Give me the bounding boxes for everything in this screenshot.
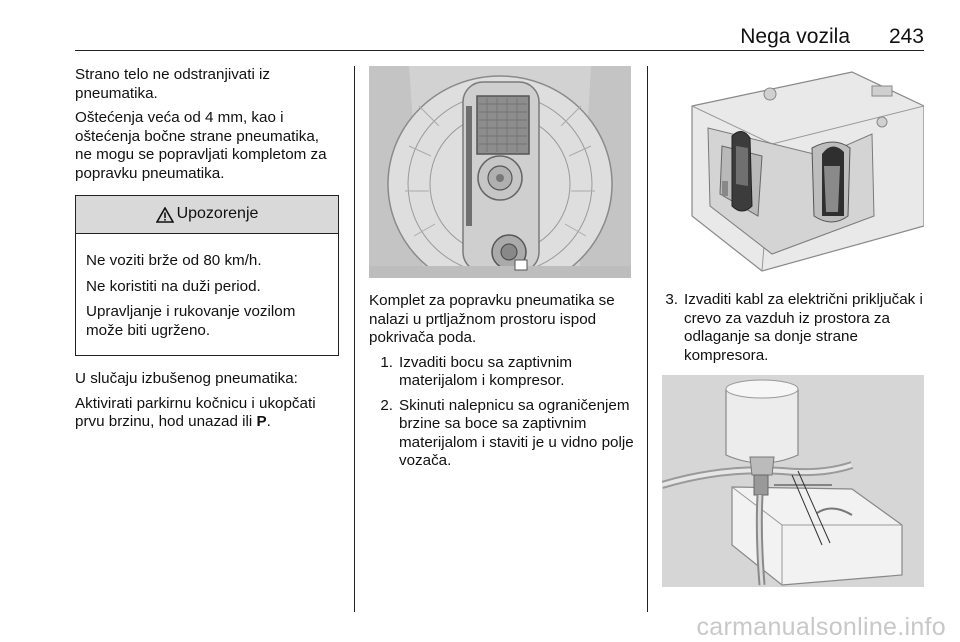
list-item: 1. Izvaditi bocu sa zaptivnim materijalom i kompresor. — [380, 353, 573, 389]
paragraph: Strano telo ne odstranjivati iz pneumatika. — [75, 66, 271, 102]
compressor-storage-illustration — [662, 66, 924, 278]
watermark: carmanualsonline.info — [696, 613, 946, 641]
column-middle — [369, 66, 635, 477]
paragraph: Oštećenja veća od 4 mm, kao i oštećenja bočne strane pneumatika, ne mogu se popravljati kompletom za popravku pneumatika. — [75, 109, 327, 182]
steps-list — [662, 291, 924, 365]
header-divider — [75, 50, 924, 51]
list-item: 2. Skinuti nalepnicu sa ograničenjem brzine sa boce sa zaptivnim materijalom i staviti je u vidno polje vozača. — [380, 396, 634, 469]
section-title: Nega vozila — [740, 25, 850, 48]
warning-triangle-icon — [156, 207, 174, 223]
figure-caption: Komplet za popravku pneumatika se nalazi u prtljažnom prostoru ispod pokrivača poda. — [369, 292, 615, 346]
paragraph: Aktivirati parkirnu kočnicu i ukopčati prvu brzinu, hod unazad ili P. — [75, 394, 316, 430]
column-divider — [647, 66, 648, 612]
column-divider — [354, 66, 355, 612]
sealant-bottle-compressor-illustration — [662, 375, 924, 587]
trunk-spare-well-illustration — [369, 66, 631, 278]
column-left — [75, 66, 340, 438]
warning-line: Ne koristiti na duži period. — [86, 277, 261, 295]
list-item: 3. Izvaditi kabl za električni priključak i crevo za vazduh iz prostora za odlaganje sa donje strane kompresora. — [665, 291, 923, 364]
column-right — [662, 66, 924, 587]
warning-line: Ne voziti brže od 80 km/h. — [86, 252, 262, 269]
warning-header — [76, 196, 338, 234]
warning-line: Upravljanje i rukovanje vozilom može biti ugrženo. — [86, 303, 296, 339]
page-number: 243 — [888, 25, 924, 48]
page-header — [0, 0, 960, 52]
paragraph: U slučaju izbušenog pneumatika: — [75, 370, 298, 387]
steps-list — [369, 354, 635, 471]
warning-body — [76, 234, 338, 355]
warning-box — [75, 195, 339, 356]
warning-title: Upozorenje — [176, 205, 259, 223]
